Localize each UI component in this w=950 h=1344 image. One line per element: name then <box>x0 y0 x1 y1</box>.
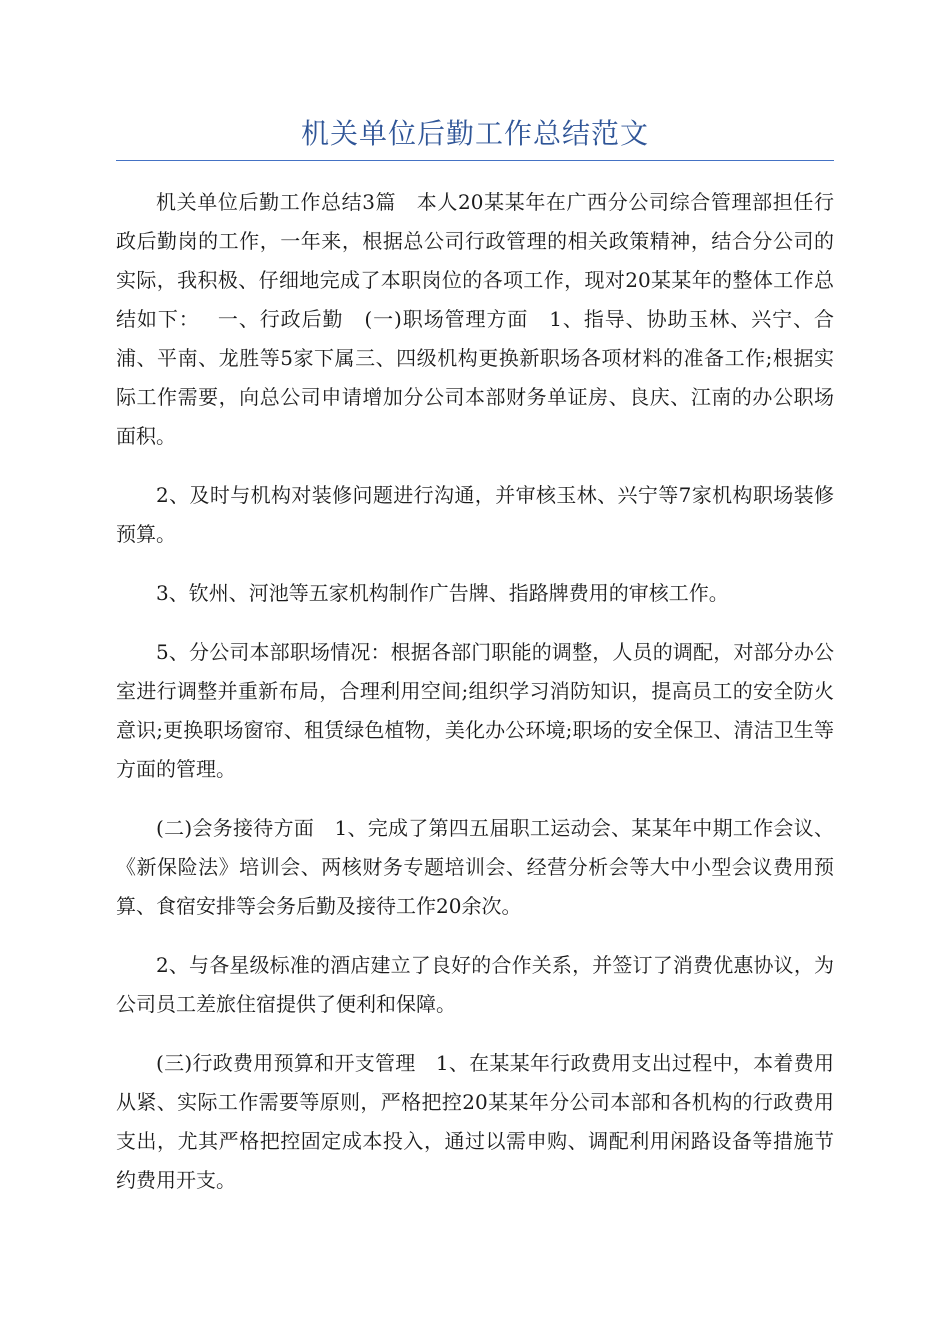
document-body <box>116 183 834 1200</box>
paragraph: 机关单位后勤工作总结3篇 本人20某某年在广西分公司综合管理部担任行政后勤岗的工作，一年来，根据总公司行政管理的相关政策精神，结合分公司的实际，我积极、仔细地完成了本职岗位的各项工作，现对20某某年的整体工作总结如下： 一、行政后勤 (一)职场管理方面 1、指导、协助玉林、兴宁、合浦、平南、龙胜等5家下属三、四级机构更换新职场各项材料的准备工作;根据实际工作需要，向总公司申请增加分公司本部财务单证房、良庆、江南的办公职场面积。 <box>116 190 834 448</box>
document-page <box>116 112 834 1220</box>
paragraph: 3、钦州、河池等五家机构制作广告牌、指路牌费用的审核工作。 <box>156 581 729 605</box>
paragraph: (二)会务接待方面 1、完成了第四五届职工运动会、某某年中期工作会议、《新保险法》培训会、两核财务专题培训会、经营分析会等大中小型会议费用预算、食宿安排等会务后勤及接待工作20余次。 <box>116 816 834 918</box>
document-title: 机关单位后勤工作总结范文 <box>300 117 649 150</box>
paragraph: (三)行政费用预算和开支管理 1、在某某年行政费用支出过程中，本着费用从紧、实际工作需要等原则，严格把控20某某年分公司本部和各机构的行政费用支出，尤其严格把控固定成本投入，通过以需申购、调配利用闲路设备等措施节约费用开支。 <box>116 1051 834 1192</box>
title-underline <box>116 160 834 161</box>
paragraph: 5、分公司本部职场情况：根据各部门职能的调整，人员的调配，对部分办公室进行调整并重新布局，合理利用空间;组织学习消防知识，提高员工的安全防火意识;更换职场窗帘、租赁绿色植物，美化办公环境;职场的安全保卫、清洁卫生等方面的管理。 <box>116 640 834 781</box>
paragraph: 2、与各星级标准的酒店建立了良好的合作关系，并签订了消费优惠协议，为公司员工差旅住宿提供了便利和保障。 <box>116 953 834 1016</box>
paragraph: 2、及时与机构对装修问题进行沟通，并审核玉林、兴宁等7家机构职场装修预算。 <box>116 483 834 546</box>
